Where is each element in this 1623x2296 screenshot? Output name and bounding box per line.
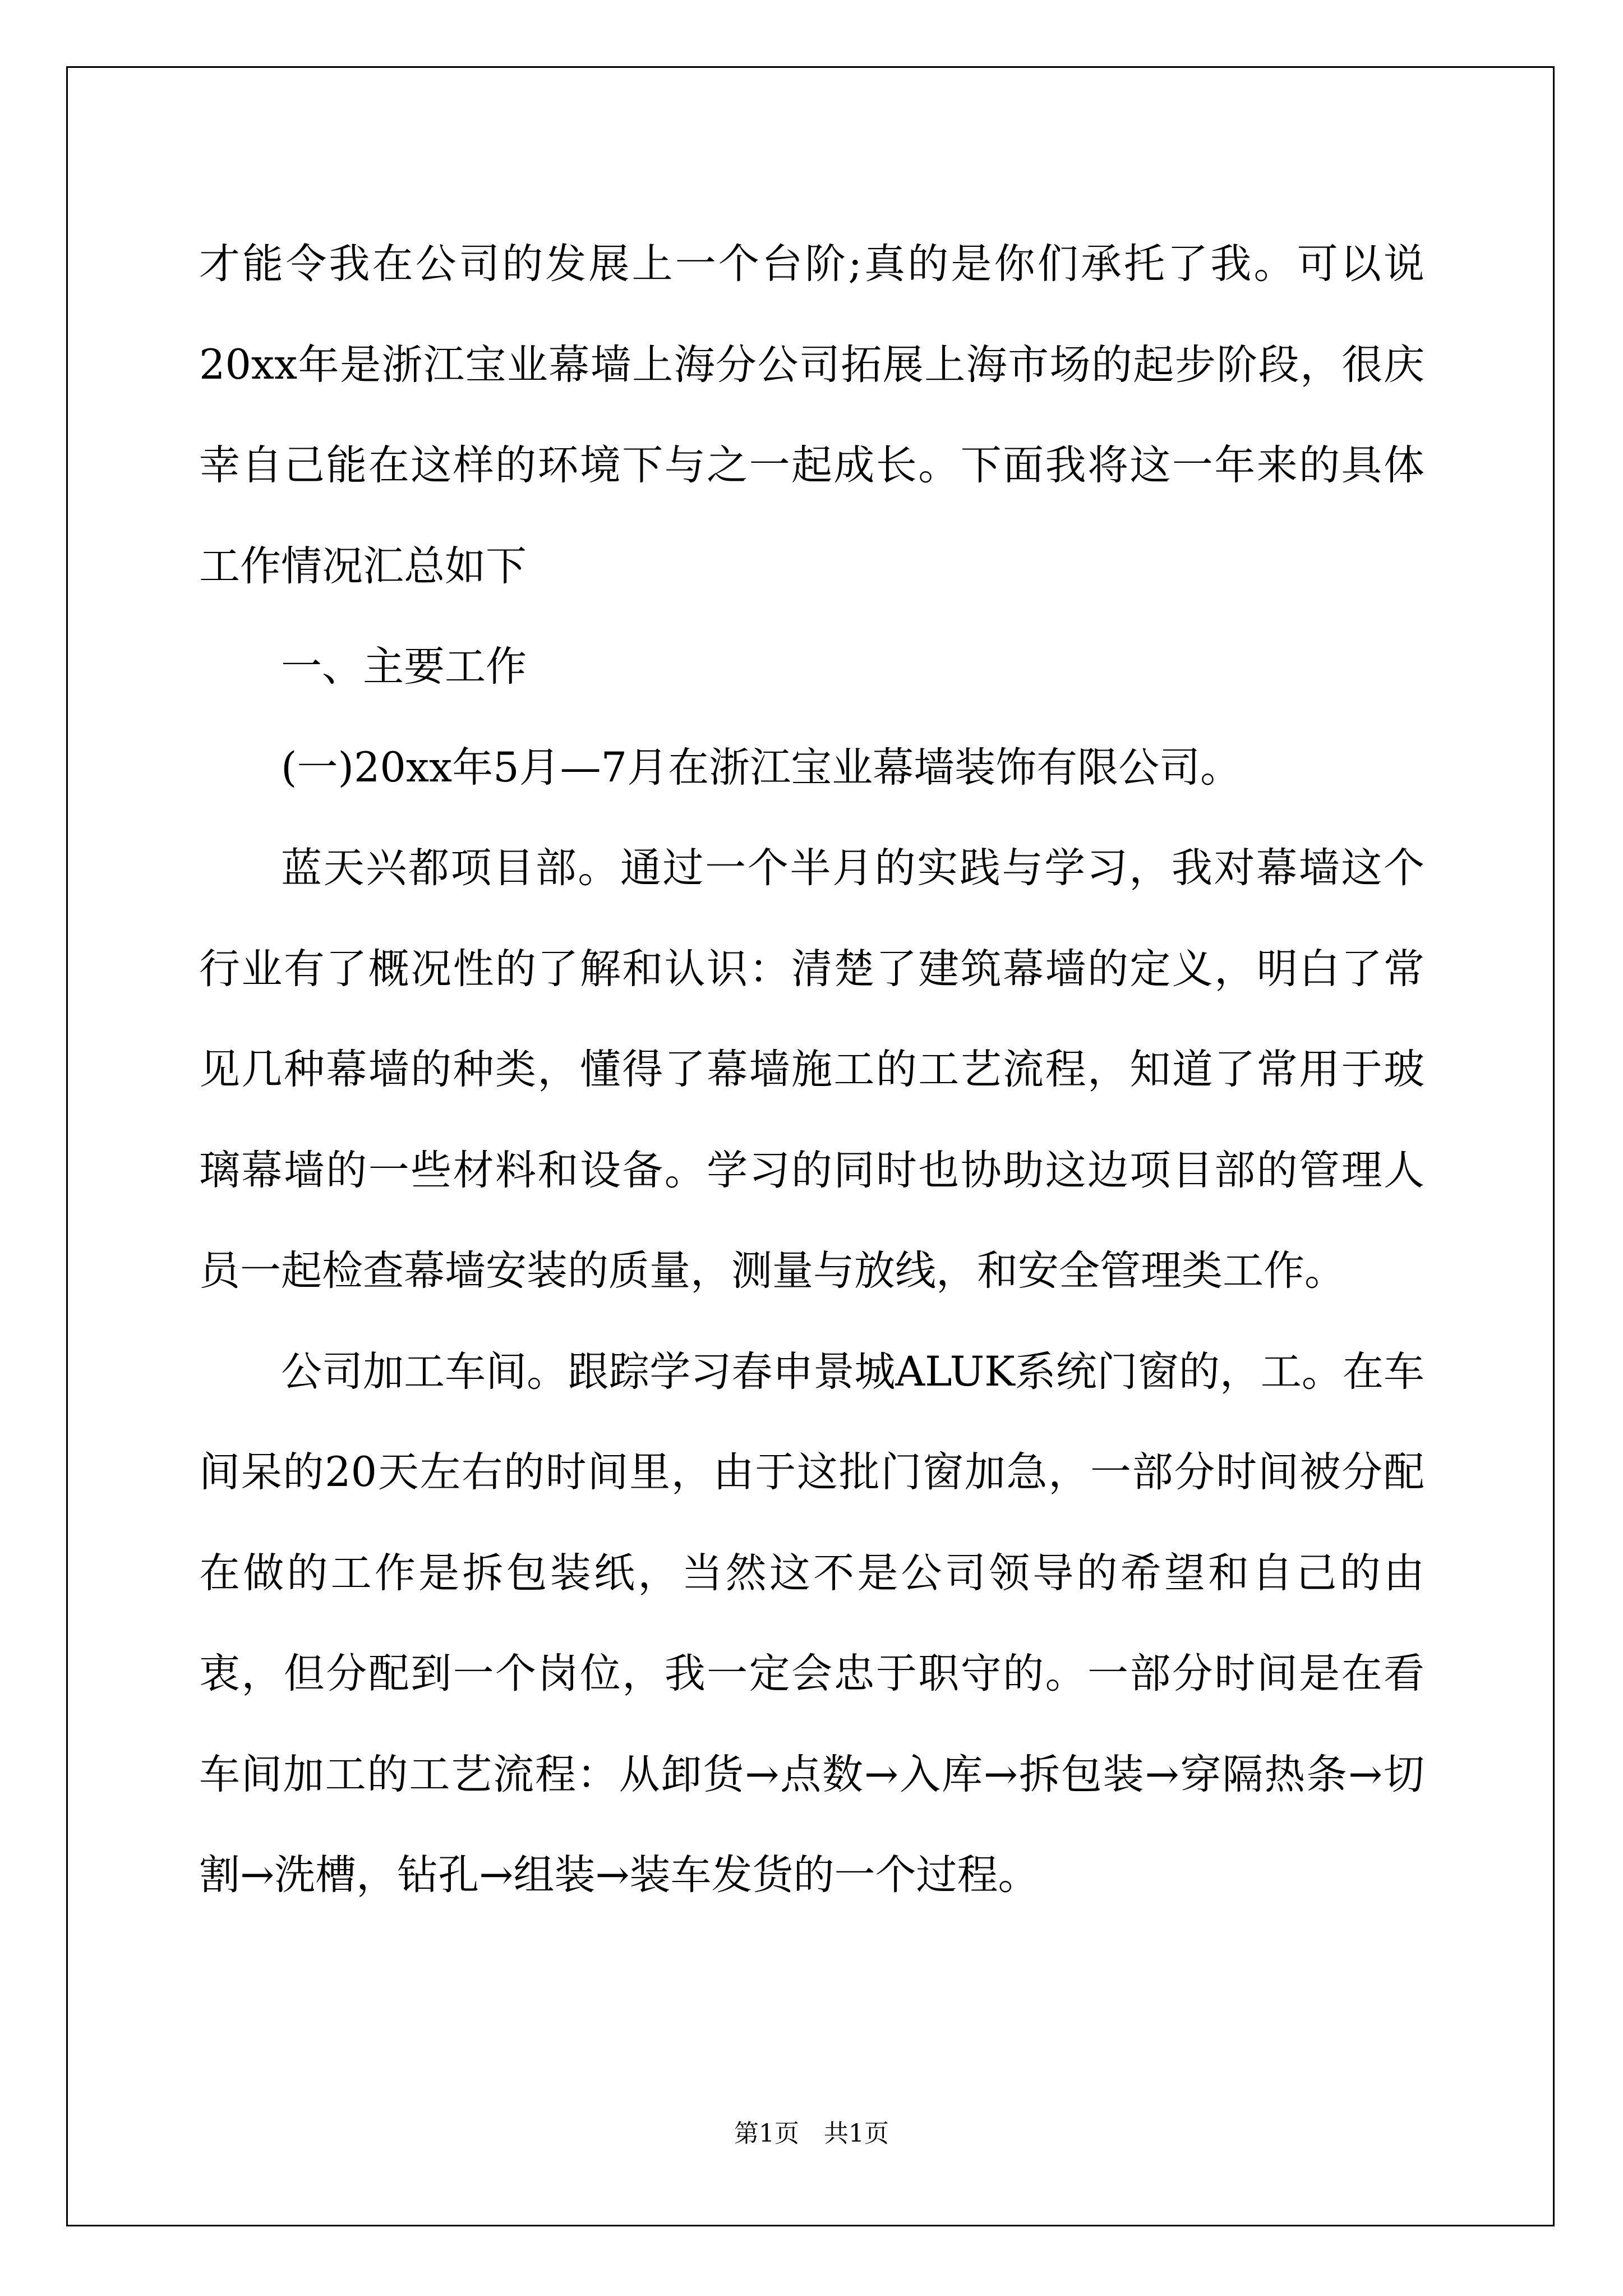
paragraph-intro-continuation: 才能令我在公司的发展上一个台阶;真的是你们承托了我。可以说20xx年是浙江宝业幕墙上海分公司拓展上海市场的起步阶段，很庆幸自己能在这样的环境下与之一起成长。下面我将这一年来的具体工作情况汇总如下	[199, 240, 1424, 590]
document-body	[199, 214, 1424, 1926]
subsection-heading-period-1: (一)20xx年5月—7月在浙江宝业幕墙装饰有限公司。	[281, 743, 1242, 792]
paragraph-processing-workshop: 公司加工车间。跟踪学习春申景城ALUK系统门窗的，工。在车间呆的20天左右的时间里，由于这批门窗加急，一部分时间被分配在做的工作是拆包装纸，当然这不是公司领导的希望和自己的由衷，但分配到一个岗位，我一定会忠于职守的。一部分时间是在看车间加工的工艺流程：从卸货→点数→入库→拆包装→穿隔热条→切割→洗槽，钻孔→组装→装车发货的一个过程。	[199, 1347, 1424, 1899]
paragraph-project-department: 蓝天兴都项目部。通过一个半月的实践与学习，我对幕墙这个行业有了概况性的了解和认识：清楚了建筑幕墙的定义，明白了常见几种幕墙的种类，懂得了幕墙施工的工艺流程，知道了常用于玻璃幕墙的一些材料和设备。学习的同时也协助这边项目部的管理人员一起检查幕墙安装的质量，测量与放线，和安全管理类工作。	[199, 844, 1424, 1295]
section-heading-main-work: 一、主要工作	[281, 643, 527, 691]
page-number-footer: 第1页 共1页	[734, 2119, 889, 2148]
